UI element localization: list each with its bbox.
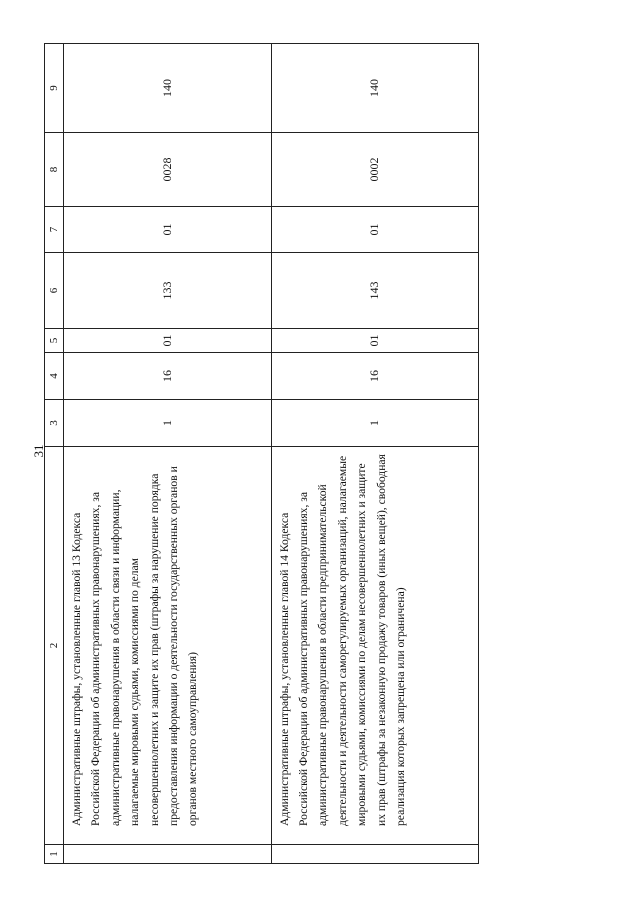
cell-code: 01 <box>271 329 479 353</box>
cell-code: 16 <box>271 353 479 400</box>
cell-code: 143 <box>271 253 479 329</box>
column-header: 9 <box>45 44 64 133</box>
page-number: 31 <box>31 444 46 458</box>
column-header: 5 <box>45 329 64 353</box>
cell-index <box>271 845 479 864</box>
cell-description: Административные штрафы, установленные главой 14 Кодекса Российской Федерации об административных правонарушениях, за административные правонарушения в области предпринимательской деятельности и деятельности саморегулируемых организаций, налагаемые мировыми судьями, комиссиями по делам несовершеннолетних и защите их прав (штрафы за незаконную продажу товаров (иных вещей), свободная реализация которых запрещена или ограничена) <box>271 447 479 845</box>
column-header: 2 <box>45 447 64 845</box>
cell-code: 01 <box>271 207 479 253</box>
cell-code: 01 <box>64 329 272 353</box>
cell-description: Административные штрафы, установленные главой 13 Кодекса Российской Федерации об административных правонарушениях, за административные правонарушения в области связи и информации, налагаемые мировыми судьями, комиссиями по делам несовершеннолетних и защите их прав (штрафы за нарушение порядка предоставления информации о деятельности государственных органов и органов местного самоуправления) <box>64 447 272 845</box>
table-row <box>64 44 272 864</box>
cell-code: 0002 <box>271 133 479 207</box>
rotated-table-wrapper <box>44 44 479 864</box>
column-header: 3 <box>45 400 64 447</box>
cell-code: 140 <box>271 44 479 133</box>
header-row <box>45 44 64 864</box>
column-header: 6 <box>45 253 64 329</box>
cell-code: 1 <box>271 400 479 447</box>
cell-code: 16 <box>64 353 272 400</box>
cell-code: 133 <box>64 253 272 329</box>
cell-code: 0028 <box>64 133 272 207</box>
budget-classification-table <box>44 43 479 864</box>
column-header: 1 <box>45 845 64 864</box>
column-header: 4 <box>45 353 64 400</box>
cell-index <box>64 845 272 864</box>
cell-code: 01 <box>64 207 272 253</box>
column-header: 8 <box>45 133 64 207</box>
cell-code: 1 <box>64 400 272 447</box>
table-row <box>271 44 479 864</box>
column-header: 7 <box>45 207 64 253</box>
cell-code: 140 <box>64 44 272 133</box>
